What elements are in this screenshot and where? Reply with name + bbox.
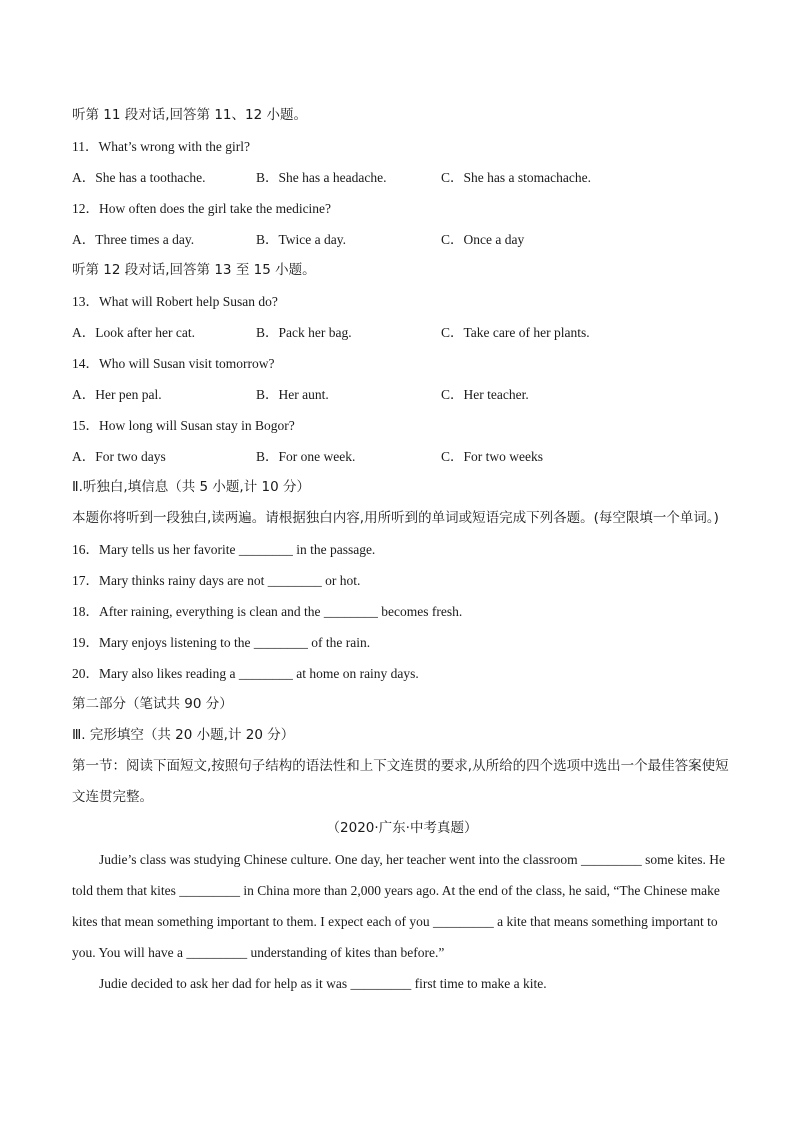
question-20: 20．Mary also likes reading a ________ at home on rainy days. [72, 666, 419, 681]
question-19: 19．Mary enjoys listening to the ________ of the rain. [72, 635, 371, 650]
option-c: C．Once a day [441, 232, 525, 247]
question-13-stem: 13．What will Robert help Susan do? [72, 294, 278, 309]
question-15-stem: 15．How long will Susan stay in Bogor? [72, 418, 295, 433]
question-18: 18．After raining, everything is clean and the ________ becomes fresh. [72, 604, 463, 619]
option-b: B．For one week. [256, 449, 356, 464]
passage-paragraph-1: Judie’s class was studying Chinese culture. One day, her teacher went into the classroom _________ some kites. He told them that kites _________ in China more than 2,000 years ago. At the end of the class, he said, “The Chinese make kites that mean something important to them. I expect each of you _________ a kite that means something important to you. You will have a _________ understanding of kites than before.” [72, 852, 725, 960]
question-11-options [72, 162, 732, 193]
question-12-options [72, 224, 732, 255]
option-a: A．Three times a day. [72, 232, 195, 247]
option-a: A．She has a toothache. [72, 170, 206, 185]
option-a: A．Look after her cat. [72, 325, 195, 340]
option-c: C．For two weeks [441, 449, 543, 464]
question-11-stem: 11．What’s wrong with the girl? [72, 139, 250, 154]
section-2-instructions: 本题你将听到一段独白,读两遍。请根据独白内容,用所听到的单词或短语完成下列各题。(每空限填一个单词。) [72, 510, 719, 526]
option-c: C．She has a stomachache. [441, 170, 591, 185]
cloze-title: Ⅲ. 完形填空（共 20 小题,计 20 分） [72, 727, 295, 743]
question-12-stem: 12．How often does the girl take the medicine? [72, 201, 332, 216]
question-16: 16．Mary tells us her favorite ________ in the passage. [72, 542, 376, 557]
section-1-instructions: 第一节：阅读下面短文,按照句子结构的语法性和上下文连贯的要求,从所给的四个选项中选出一个最佳答案使短文连贯完整。 [72, 758, 729, 805]
question-14-options [72, 379, 732, 410]
option-c: C．Her teacher. [441, 387, 529, 402]
option-b: B．Twice a day. [256, 232, 347, 247]
option-b: B．Pack her bag. [256, 325, 352, 340]
passage-source: （2020·广东·中考真题） [326, 820, 478, 836]
exam-page [72, 100, 732, 999]
option-c: C．Take care of her plants. [441, 325, 590, 340]
passage-paragraph-2: Judie decided to ask her dad for help as it was _________ first time to make a kite. [99, 976, 547, 991]
option-b: B．Her aunt. [256, 387, 329, 402]
option-a: A．Her pen pal. [72, 387, 162, 402]
section11-intro: 听第 11 段对话,回答第 11、12 小题。 [72, 107, 307, 123]
option-b: B．She has a headache. [256, 170, 387, 185]
question-14-stem: 14．Who will Susan visit tomorrow? [72, 356, 275, 371]
part-2-title: 第二部分（笔试共 90 分） [72, 696, 233, 712]
question-17: 17．Mary thinks rainy days are not ________ or hot. [72, 573, 361, 588]
section12-intro: 听第 12 段对话,回答第 13 至 15 小题。 [72, 262, 316, 278]
option-a: A．For two days [72, 449, 166, 464]
question-15-options [72, 441, 732, 472]
section-2-title: Ⅱ.听独白,填信息（共 5 小题,计 10 分） [72, 479, 310, 495]
question-13-options [72, 317, 732, 348]
